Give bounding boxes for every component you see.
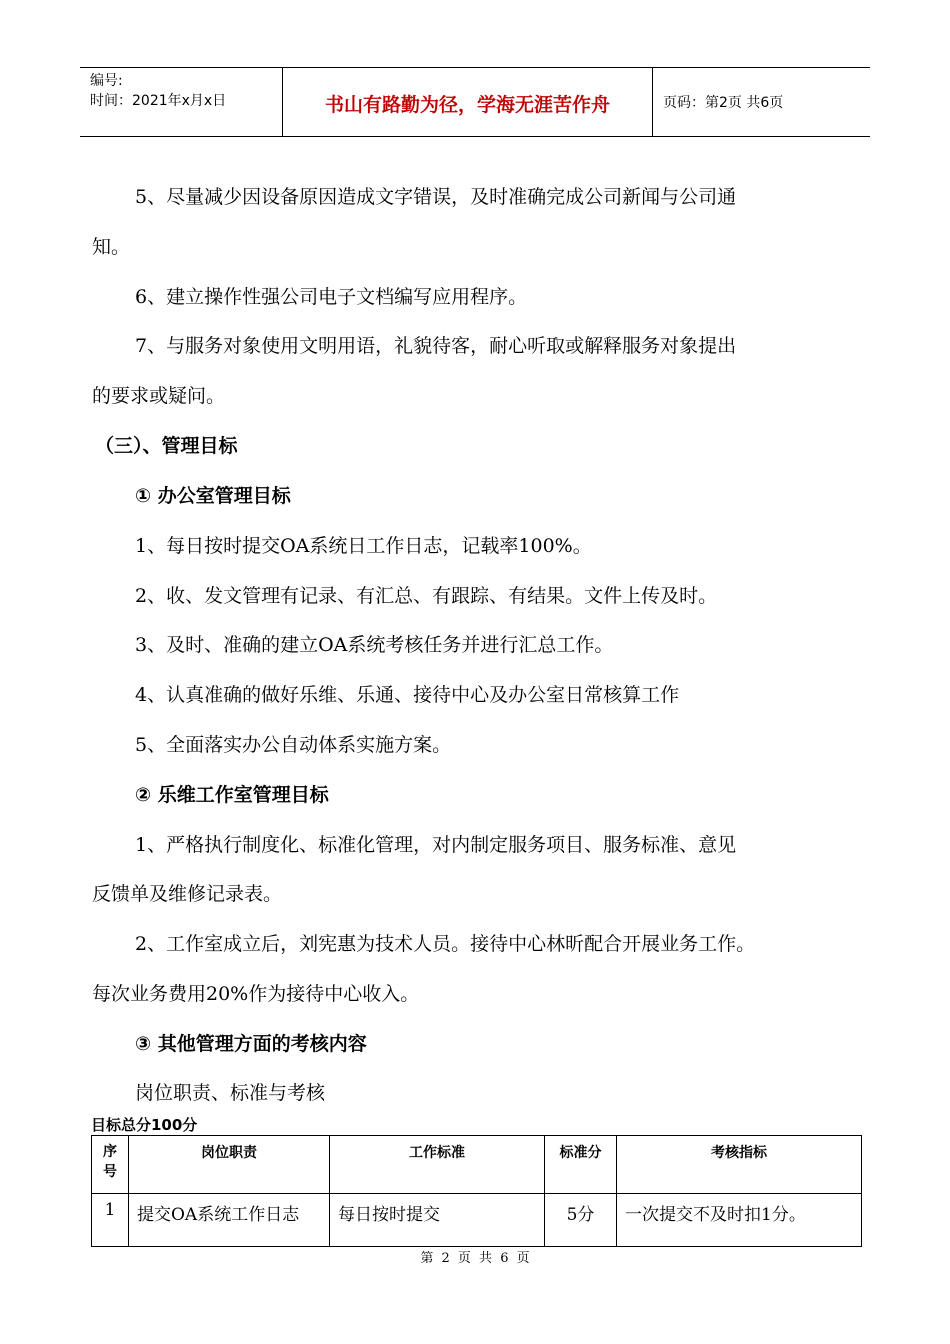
header-index <box>92 1136 129 1194</box>
page-footer: 第 2 页 共 6 页 <box>420 1251 530 1266</box>
document-time-label: 时间：2021年x月x日 <box>90 93 227 109</box>
other-assessment-heading: ③ 其他管理方面的考核内容 <box>135 1033 367 1055</box>
score-table-header-row <box>92 1136 862 1194</box>
row-index: 1 <box>92 1194 129 1247</box>
header-motto: 书山有路勤为径，学海无涯苦作舟 <box>324 94 610 116</box>
row-indicator: 一次提交不及时扣1分。 <box>617 1194 862 1247</box>
row-duty: 提交OA系统工作日志 <box>129 1194 330 1247</box>
header-indicator: 考核指标 <box>617 1136 862 1194</box>
office-goal-item: 5、全面落实办公自动体系实施方案。 <box>135 734 452 756</box>
paragraph-5-line-2: 知。 <box>92 236 131 258</box>
row-standard: 每日按时提交 <box>330 1194 545 1247</box>
header-duty: 岗位职责 <box>129 1136 330 1194</box>
header-motto-cell <box>283 68 653 136</box>
score-table <box>91 1135 862 1247</box>
office-goal-item: 2、收、发文管理有记录、有汇总、有跟踪、有结果。文件上传及时。 <box>135 585 718 607</box>
document-number-label: 编号: <box>90 73 123 89</box>
paragraph-7-line-2: 的要求或疑问。 <box>92 385 226 407</box>
paragraph-7-line-1: 7、与服务对象使用文明用语，礼貌待客，耐心听取或解释服务对象提出 <box>135 335 737 357</box>
header-score: 标准分 <box>545 1136 617 1194</box>
lewei-goal-1-line-2: 反馈单及维修记录表。 <box>92 883 283 905</box>
section-3-heading: （三）、管理目标 <box>95 435 238 457</box>
header-index-text: 序号 <box>103 1144 117 1180</box>
paragraph-5-line-1: 5、尽量减少因设备原因造成文字错误，及时准确完成公司新闻与公司通 <box>135 186 737 208</box>
header-meta-cell <box>80 68 283 136</box>
other-assessment-subtitle: 岗位职责、标准与考核 <box>135 1082 326 1104</box>
lewei-goal-2-line-2: 每次业务费用20%作为接待中心收入。 <box>92 983 420 1005</box>
paragraph-6: 6、建立操作性强公司电子文档编写应用程序。 <box>135 286 528 308</box>
lewei-goals-heading: ② 乐维工作室管理目标 <box>135 784 329 806</box>
document-header <box>80 67 870 137</box>
header-page-cell <box>653 68 870 136</box>
row-score: 5分 <box>545 1194 617 1247</box>
lewei-goal-1-line-1: 1、严格执行制度化、标准化管理，对内制定服务项目、服务标准、意见 <box>135 834 737 856</box>
score-table-title: 目标总分100分 <box>91 1116 198 1134</box>
office-goal-item: 3、及时、准确的建立OA系统考核任务并进行汇总工作。 <box>135 634 614 656</box>
header-standard: 工作标准 <box>330 1136 545 1194</box>
lewei-goal-2-line-1: 2、工作室成立后，刘宪惠为技术人员。接待中心林昕配合开展业务工作。 <box>135 933 756 955</box>
table-row <box>92 1194 862 1247</box>
header-page-info: 页码：第2页 共6页 <box>663 95 784 111</box>
office-goals-heading: ① 办公室管理目标 <box>135 485 291 507</box>
office-goal-item: 4、认真准确的做好乐维、乐通、接待中心及办公室日常核算工作 <box>135 684 680 706</box>
office-goal-item: 1、每日按时提交OA系统日工作日志，记载率100%。 <box>135 535 592 557</box>
